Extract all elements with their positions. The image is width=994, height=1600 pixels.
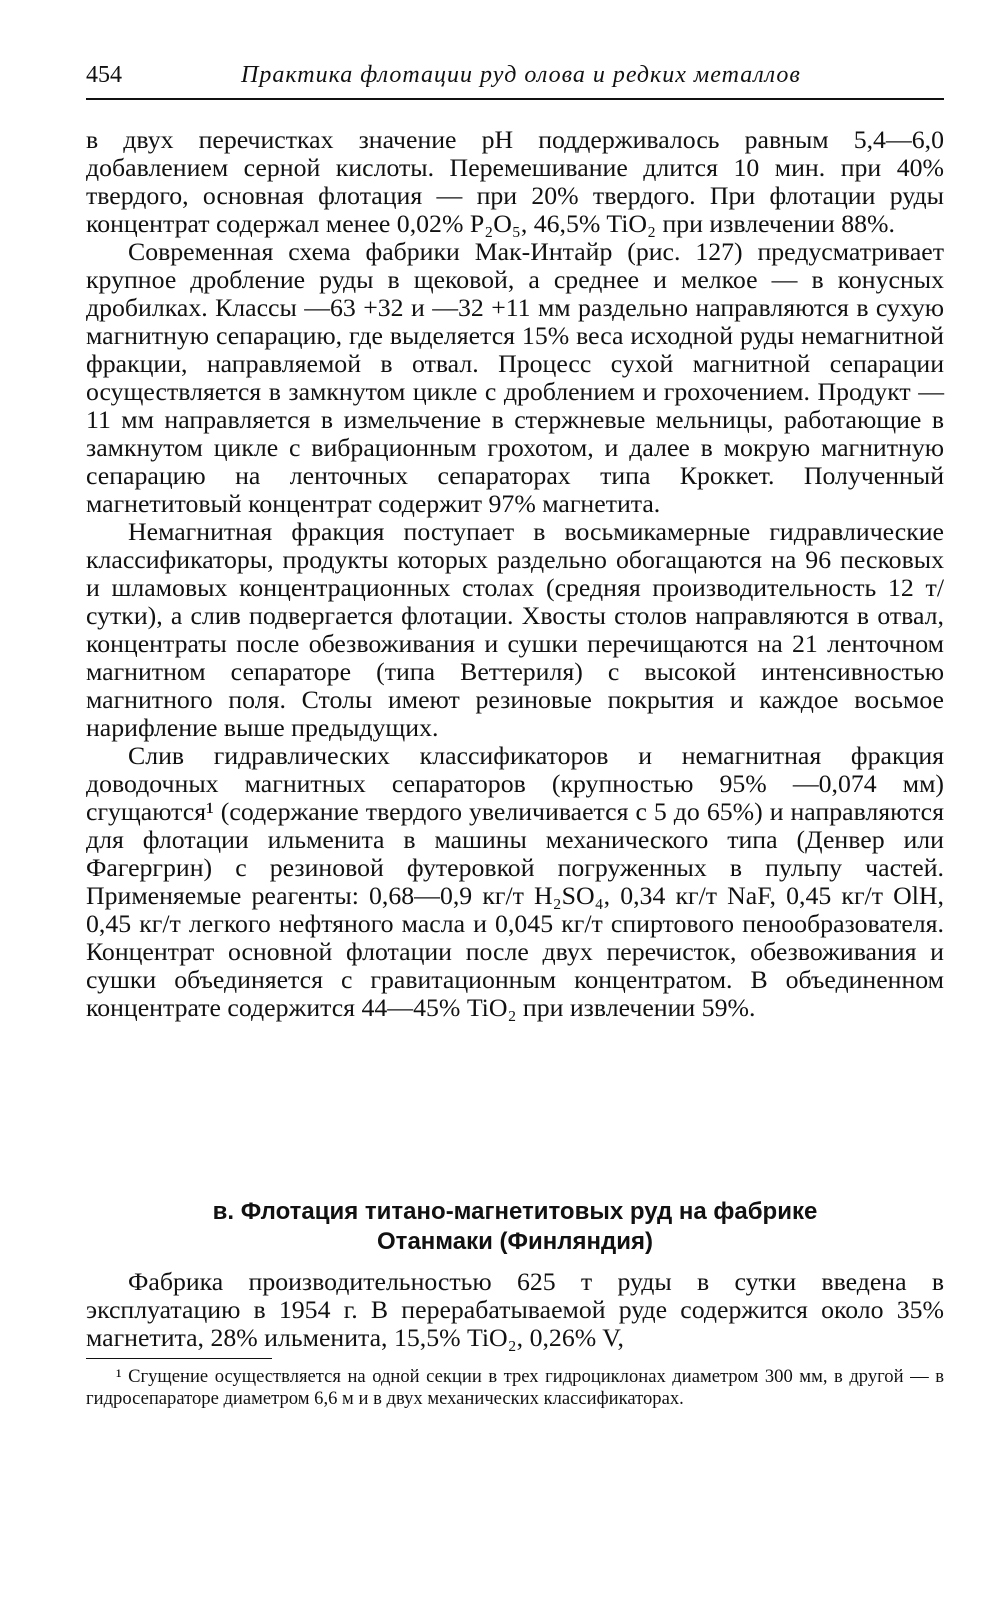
running-title: Практика флотации руд олова и редких металлов <box>241 62 801 88</box>
section-paragraph: Фабрика производительностью 625 т руды в сутки введена в эксплуатацию в 1954 г. В перерабатываемой руде содержится около 35% магнетита, 28% ильменита, 15,5% TiO₂, 0,26% V, <box>86 1267 944 1352</box>
footnote-text: ¹ Сгущение осуществляется на одной секции в трех гидроциклонах диаметром 300 мм, в другой — в гидросепараторе диаметром 6,6 м и в двух механических классификаторах. <box>86 1366 944 1409</box>
footnote <box>86 1366 944 1410</box>
paragraph-3: Немагнитная фракция поступает в восьмикамерные гидравлические классификаторы, продукты которых раздельно обогащаются на 96 песковых и шламовых концентрационных столах (средняя производительность 12 т/сутки), а слив подвергается флотации. Хвосты столов направляются в отвал, концентраты после обезвоживания и сушки перечищаются на 21 ленточном магнитном сепараторе (типа Веттериля) с высокой интенсивностью магнитного поля. Столы имеют резиновые покрытия и каждое восьмое нарифление выше предыдущих. <box>86 517 944 742</box>
section-heading <box>86 1197 944 1257</box>
page-header <box>86 62 944 100</box>
section-heading-line-2: Отанмаки (Финляндия) <box>377 1228 653 1255</box>
main-text <box>86 126 944 1022</box>
paragraph-1: в двух перечистках значение pH поддерживалось равным 5,4—6,0 добавлением серной кислоты. Перемешивание длится 10 мин. при 40% твердого, основная флотация — при 20% твердого. При флотации руды концентрат содержал менее 0,02% P₂O₅, 46,5% TiO₂ при извлечении 88%. <box>86 125 944 238</box>
footnote-divider <box>86 1358 272 1359</box>
section-text <box>86 1268 944 1352</box>
paragraph-2: Современная схема фабрики Мак-Интайр (рис. 127) предусматривает крупное дробление руды в щековой, а среднее и мелкое — в конусных дробилках. Классы —63 +32 и —32 +11 мм раздельно направляются в сухую магнитную сепарацию, где выделяется 15% веса исходной руды немагнитной фракции, направляемой в отвал. Процесс сухой магнитной сепарации осуществляется в замкнутом цикле с дроблением и грохочением. Продукт —11 мм направляется в измельчение в стержневые мельницы, работающие в замкнутом цикле с вибрационным грохотом, и далее в мокрую магнитную сепарацию на ленточных сепараторах типа Кроккет. Полученный магнетитовый концентрат содержит 97% магнетита. <box>86 237 944 518</box>
section-heading-line-1: в. Флотация титано-магнетитовых руд на фабрике <box>212 1198 818 1225</box>
paragraph-4: Слив гидравлических классификаторов и немагнитная фракция доводочных магнитных сепараторов (крупностью 95% —0,074 мм) сгущаются¹ (содержание твердого увеличивается с 5 до 65%) и направляются для флотации ильменита в машины механического типа (Денвер или Фагергрин) с резиновой футеровкой погруженных в пульпу частей. Применяемые реагенты: 0,68—0,9 кг/т H₂SO₄, 0,34 кг/т NaF, 0,45 кг/т OlH, 0,45 кг/т легкого нефтяного масла и 0,045 кг/т спиртового пенообразователя. Концентрат основной флотации после двух перечисток, обезвоживания и сушки объединяется с гравитационным концентратом. В объединенном концентрате содержится 44—45% TiO₂ при извлечении 59%. <box>86 741 944 1022</box>
page-number: 454 <box>86 62 122 88</box>
